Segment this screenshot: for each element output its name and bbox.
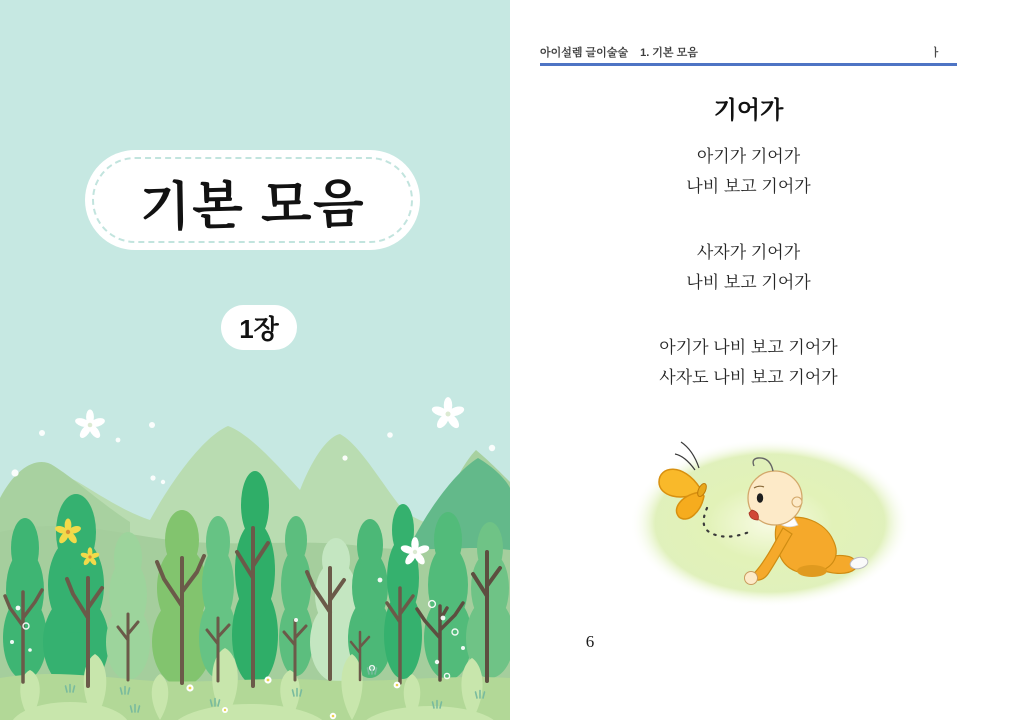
poem-line: 나비 보고 기어가 [686, 273, 811, 292]
trees [3, 471, 510, 690]
dashed-border [92, 157, 413, 243]
forest-illustration [0, 380, 510, 720]
header-divider [540, 63, 957, 66]
running-head [540, 44, 957, 60]
book-title: 아이설렘 글이술술 [540, 47, 629, 59]
poem-stanza-3 [540, 333, 957, 393]
baby-butterfly-illustration [605, 428, 935, 613]
chapter-ref: 1. 기본 모음 [640, 47, 698, 59]
vowel-tab: ㅏ [930, 47, 941, 59]
poem-stanza-1 [540, 142, 957, 202]
poem-line: 사자가 기어가 [696, 243, 801, 262]
running-head-left [540, 44, 698, 60]
chapter-title: 기본 모음 [139, 174, 366, 237]
chapter-number-badge [221, 305, 297, 350]
poem-line: 아기가 기어가 [696, 147, 801, 166]
poem-line: 아기가 나비 보고 기어가 [659, 338, 838, 357]
poem-title: 기어가 [713, 97, 784, 124]
poem-line: 나비 보고 기어가 [686, 177, 811, 196]
chapter-number: 1장 [239, 314, 279, 344]
chapter-title-box [85, 150, 420, 250]
page-number: 6 [585, 632, 595, 651]
right-page [510, 0, 1020, 720]
poem-stanza-2 [540, 238, 957, 298]
poem-line: 사자도 나비 보고 기어가 [659, 368, 838, 387]
